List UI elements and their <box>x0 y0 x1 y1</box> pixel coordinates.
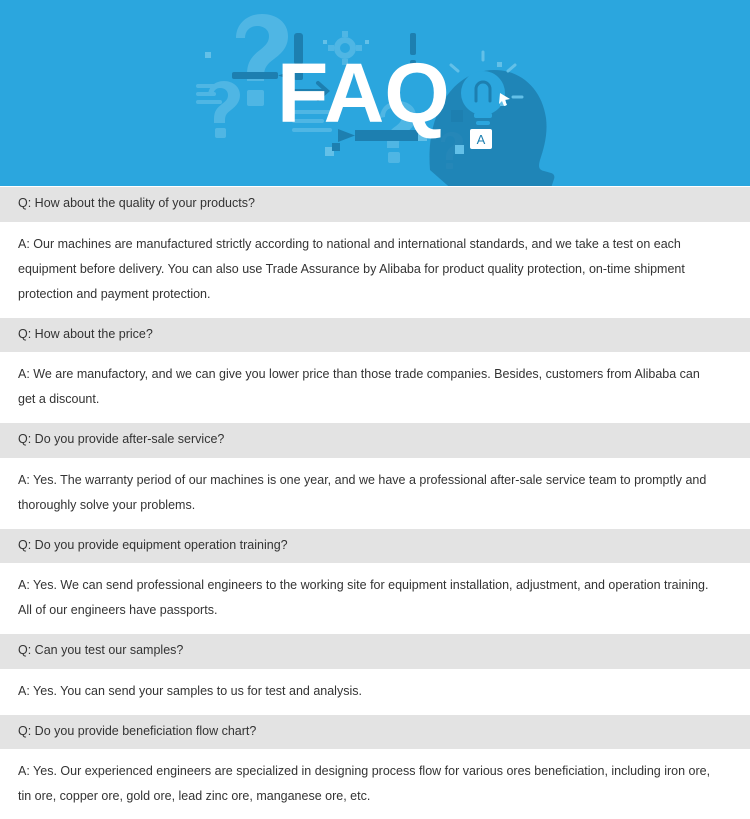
faq-question[interactable]: Q: Do you provide beneficiation flow chart? <box>0 714 750 750</box>
faq-answer: A: We are manufactory, and we can give you lower price than those trade companies. Besides, customers from Alibaba can get a discount. <box>0 352 750 422</box>
faq-answer: A: Yes. Our experienced engineers are specialized in designing process flow for various ores beneficiation, including iron ore, tin ore, copper ore, gold ore, lead zinc ore, manganese ore, etc. <box>0 749 750 819</box>
faq-answer: A: Yes. The warranty period of our machines is one year, and we have a professional after-sale service team to promptly and thoroughly solve your problems. <box>0 458 750 528</box>
svg-text:A: A <box>476 132 486 147</box>
faq-banner <box>0 0 750 186</box>
faq-answer: A: Our machines are manufactured strictly according to national and international standards, and we take a test on each equipment before delivery. You can also use Trade Assurance by Alibaba for product quality protection, on-time shipment protection and payment protection. <box>0 222 750 317</box>
faq-question[interactable]: Q: Do you provide after-sale service? <box>0 422 750 458</box>
faq-answer: A: Yes. You can send your samples to us for test and analysis. <box>0 669 750 714</box>
faq-banner-artwork <box>0 0 750 186</box>
faq-answer: A: Yes. We can send professional engineers to the working site for equipment installation, adjustment, and operation training. All of our engineers have passports. <box>0 563 750 633</box>
faq-question[interactable]: Q: How about the price? <box>0 317 750 353</box>
faq-question[interactable]: Q: Do you provide equipment operation training? <box>0 528 750 564</box>
faq-question[interactable]: Q: How about the quality of your products? <box>0 186 750 222</box>
faq-banner-title: FAQ <box>277 46 450 140</box>
faq-question[interactable]: Q: Can you test our samples? <box>0 633 750 669</box>
faq-list <box>0 186 750 819</box>
